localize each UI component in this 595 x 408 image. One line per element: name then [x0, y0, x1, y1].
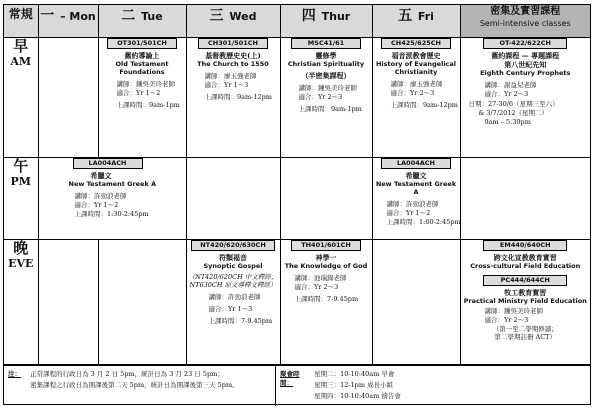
cell-am-thur — [280, 37, 372, 157]
course-code: MSC41/61 — [291, 38, 361, 49]
course-title-ch: 神學一 — [315, 252, 337, 262]
course-time: 上課時間：9am-12pm — [204, 92, 272, 101]
course-teacher: 講師：許勁浪老師 — [208, 292, 261, 301]
cell-eve-fri — [372, 239, 460, 364]
course-title-ch: 靈修學 — [315, 50, 337, 60]
course-title-ch: 希臘文 — [405, 170, 427, 180]
course-title-en: Old Testament Foundations — [115, 59, 169, 76]
course-time: 上課時間：9am-1pm — [116, 100, 180, 109]
chapel-label: 聚會時間： — [280, 370, 300, 387]
slot-am — [4, 37, 38, 157]
day-wed-en: Wed — [229, 10, 257, 23]
footer-admin-note — [4, 366, 276, 406]
day-wed-ch: 三 — [209, 8, 224, 24]
slot-eve-en: EVE — [8, 256, 34, 270]
cell-eve-thur — [280, 239, 372, 364]
course-code: NT420/620/630CH — [191, 240, 275, 251]
chapel-line-2: 星期三：12-1pm 成長小組 — [314, 381, 394, 389]
course-title-en: Cross-cultural Field Education — [470, 261, 581, 270]
footer-notes — [4, 365, 590, 405]
course-year: 適合：Yr 1～2 — [386, 208, 431, 217]
cell-eve-semi — [460, 239, 590, 364]
timetable-sheet — [3, 4, 591, 405]
cell-pm-fri — [372, 157, 460, 239]
course-time: 上課時間：9am-12pm — [390, 100, 458, 109]
course-teacher: 講師：謝益兒老師 — [484, 80, 537, 89]
day-mon-en: Mon — [69, 10, 96, 23]
course-subtitle-ch: 第八世紀先知 — [504, 59, 547, 69]
course-time: 上課時間：1:30-2:45pm — [74, 209, 149, 218]
cell-eve-mon — [38, 239, 98, 364]
course-year: 適合：Yr 2～3 — [484, 89, 529, 98]
course-title-en-2: Practical Ministry Field Education — [463, 296, 587, 305]
course-title-en: New Testament Greek A — [375, 179, 457, 196]
day-thur-en: Thur — [321, 10, 351, 23]
day-tue-ch: 二 — [121, 8, 136, 24]
chapel-line-1: 星期二：10-10:40am 早會 — [314, 370, 395, 378]
course-year: 適合：Yr 2～3 — [390, 88, 435, 97]
course-year: 適合：Yr 2～3 — [298, 92, 343, 101]
course-time: 上課時間：9am-1pm — [298, 104, 362, 113]
course-note: （半密集課程） — [301, 70, 351, 80]
course-title-ch: 舊約課程 — 專題課程 — [491, 50, 560, 60]
pm-row — [4, 157, 590, 239]
course-note-2: NT630CH 原文導釋文釋經） — [189, 280, 277, 289]
cell-pm-thur — [280, 157, 372, 239]
course-teacher: 講師：鍾吳美玲老師 — [116, 79, 175, 88]
course-code: TH401/601CH — [291, 240, 361, 251]
course-title-ch: 符類福音 — [219, 252, 247, 262]
course-note: （第一至二學期修讀； — [492, 324, 558, 333]
cell-pm-semi — [460, 157, 590, 239]
header-row — [4, 5, 590, 37]
course-title-en: Synoptic Gospel — [203, 261, 263, 270]
course-title-en: Christian Spirituality — [287, 59, 365, 68]
cell-am-semi — [460, 37, 590, 157]
course-time: 上課時間：1:00-2:45pm — [386, 217, 461, 226]
course-title-ch: 跨文化宣教教育實習 — [493, 252, 557, 262]
day-fri-ch: 五 — [398, 8, 413, 24]
course-teacher: 講師：許勁浪老師 — [74, 191, 127, 200]
course-year: 適合：Yr 1～2 — [116, 88, 161, 97]
course-code: OT-422/622CH — [483, 38, 567, 49]
cell-eve-tue — [98, 239, 186, 364]
day-thur-ch: 四 — [301, 8, 316, 24]
course-year: 適合：Yr 2～3 — [484, 315, 529, 324]
day-header-fri — [372, 5, 460, 37]
course-code-2: PC444/644CH — [483, 275, 567, 286]
chapel-line-3: 星期四：10-10:40am 禱告會 — [314, 392, 401, 400]
am-row — [4, 37, 590, 157]
course-code: CH425/625CH — [381, 38, 451, 49]
course-title-ch: 希臘文 — [90, 170, 112, 180]
semi-intensive-title-en: Semi-intensive classes — [479, 19, 571, 28]
course-code: LA004ACH — [381, 158, 451, 169]
course-title-ch: 福音派教會歷史 — [391, 50, 441, 60]
semi-intensive-header — [460, 5, 590, 37]
day-header-tue — [98, 5, 186, 37]
course-code: CH301/501CH — [198, 38, 268, 49]
cell-am-fri — [372, 37, 460, 157]
course-title-ch: 舊約導論上 — [124, 50, 160, 60]
slot-pm — [4, 157, 38, 239]
course-code: OT301/501CH — [107, 38, 177, 49]
course-title-en: New Testament Greek A — [68, 179, 157, 188]
course-time: 9am – 5.30pm — [484, 117, 531, 126]
cell-am-tue — [98, 37, 186, 157]
day-mon-ch: 一 — [40, 8, 55, 24]
day-header-thur — [280, 5, 372, 37]
course-teacher: 講師：鍾吳美玲老師 — [298, 83, 357, 92]
cell-eve-wed — [186, 239, 280, 364]
note-label: 注： — [8, 370, 21, 378]
course-year: 適合：Yr 2～3 — [294, 282, 339, 291]
course-teacher: 講師：廖玉強老師 — [390, 79, 443, 88]
course-time: 上課時間：7-9.45pm — [208, 316, 273, 325]
corner-header: 常規 — [4, 5, 38, 37]
course-teacher: 講師：廖玉強老師 — [204, 71, 257, 80]
course-year: 適合：Yr 1～3 — [208, 304, 253, 313]
cell-am-wed — [186, 37, 280, 157]
day-fri-en: Fri — [417, 10, 434, 23]
day-header-wed — [186, 5, 280, 37]
course-date-2: & 3/7/2012（星期二） — [478, 108, 549, 117]
course-title-en: The Church to 1550 — [197, 59, 269, 68]
cell-pm-wed — [186, 157, 280, 239]
course-title-ch-2: 牧工教育實習 — [504, 287, 547, 297]
course-teacher: 講師：池瑞錦老師 — [294, 273, 347, 282]
cell-pm-mon-tue — [38, 157, 186, 239]
note-line-1: 正常課程的行政日為 3 月 2 日 5pm，統計日為 3 月 23 日 5pm； — [30, 370, 224, 378]
course-year: 適合：Yr 1～2 — [74, 200, 119, 209]
course-code: LA004ACH — [73, 158, 143, 169]
slot-eve-ch: 晚 — [13, 238, 29, 257]
semi-intensive-title-ch: 密集及實習課程 — [490, 6, 561, 17]
course-code: EM440/640CH — [483, 240, 567, 251]
course-teacher: 講師：許勁浪老師 — [386, 199, 439, 208]
course-teacher: 講師：鍾吳美玲老師 — [484, 306, 543, 315]
course-note: （NT420/620CH 中文釋經； — [188, 272, 278, 281]
course-title-en: History of Evangelical Christianity — [375, 59, 457, 76]
course-title-en: The Knowledge of God — [284, 261, 368, 270]
cell-am-mon — [38, 37, 98, 157]
course-title-ch: 基督教歷史史(上) — [205, 50, 261, 60]
course-year: 適合：Yr 1～3 — [204, 80, 249, 89]
eve-row — [4, 239, 590, 364]
slot-pm-en: PM — [10, 174, 31, 188]
footer-chapel-times — [276, 366, 590, 406]
timetable-grid — [4, 5, 590, 365]
day-header-mon: 一 – Mon — [38, 5, 98, 37]
course-date: 日期：27-30/6（星期三至六） — [468, 99, 559, 108]
course-title-en: Eighth Century Prophets — [480, 68, 571, 77]
course-time: 上課時間：7-9.45pm — [294, 294, 359, 303]
slot-pm-ch: 午 — [13, 156, 29, 175]
slot-eve — [4, 239, 38, 364]
slot-am-ch: 早 — [13, 36, 29, 55]
day-tue-en: Tue — [141, 10, 163, 23]
slot-am-en: AM — [10, 54, 32, 68]
course-note-2: 第二學期註冊 ACT） — [494, 332, 557, 341]
note-line-2: 密集課程之行政日為開課後第二天 5pm，統計日為開課後第三天 5pm。 — [30, 381, 239, 389]
